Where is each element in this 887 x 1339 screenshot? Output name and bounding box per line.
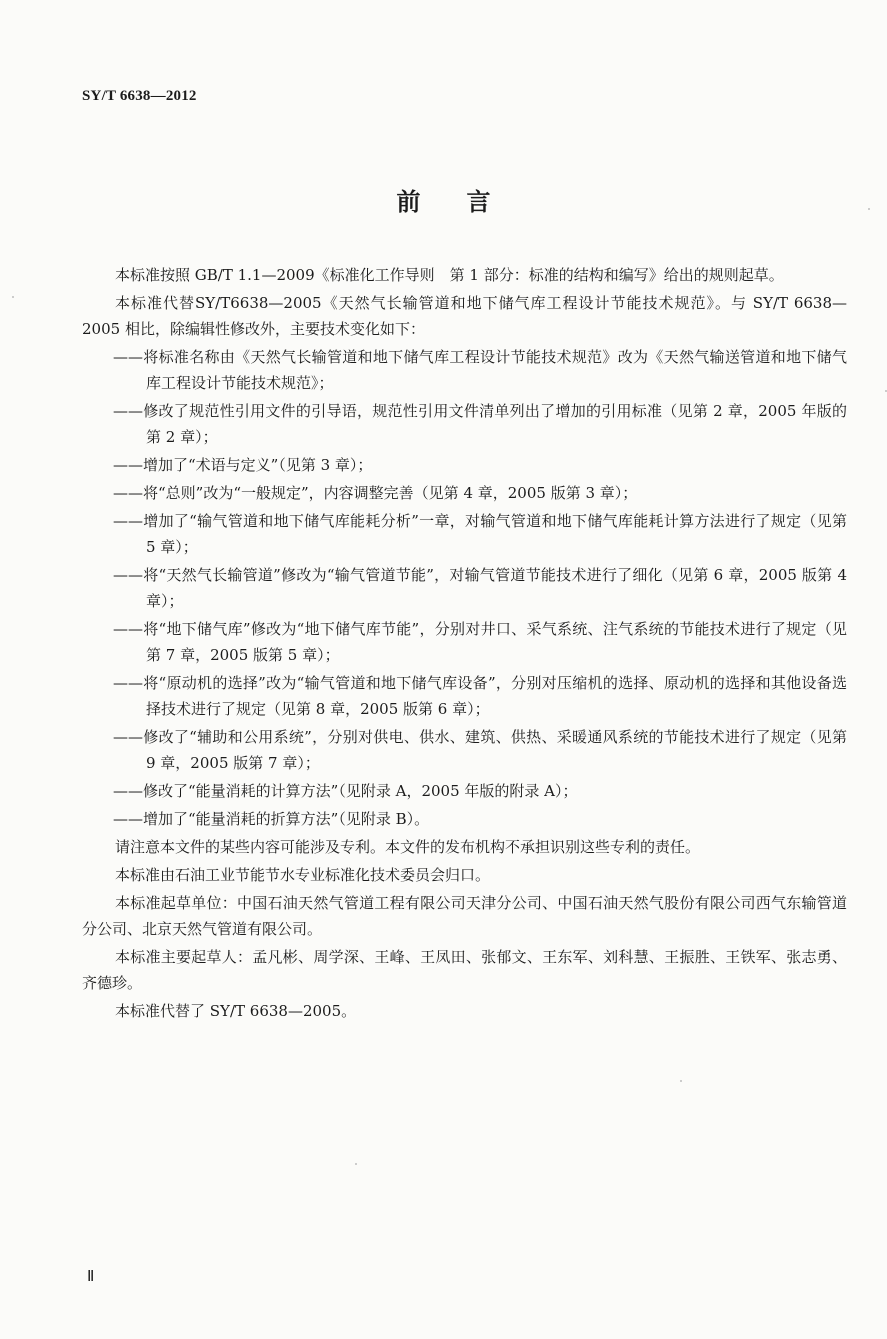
change-item: ——修改了“能量消耗的计算方法”（见附录 A，2005 年版的附录 A）； — [113, 782, 578, 800]
change-item: ——修改了规范性引用文件的引导语，规范性引用文件清单列出了增加的引用标准（见第 2 章，2005 年版的第 2 章）； — [113, 402, 847, 446]
paragraph: 本标准主要起草人：孟凡彬、周学深、王峰、王凤田、张郁文、王东军、刘科慧、王振胜、王铁军、张志勇、齐德珍。 — [82, 948, 847, 992]
page-title: 前言 — [396, 188, 537, 216]
document-body — [82, 262, 847, 1026]
paragraph: 请注意本文件的某些内容可能涉及专利。本文件的发布机构不承担识别这些专利的责任。 — [115, 838, 701, 856]
change-item: ——将“总则”改为“一般规定”，内容调整完善（见第 4 章，2005 版第 3 章）； — [113, 484, 638, 502]
scan-speck — [12, 296, 14, 298]
change-item: ——将“天然气长输管道”修改为“输气管道节能”，对输气管道节能技术进行了细化（见第 6 章，2005 版第 4 章）； — [113, 566, 847, 610]
paragraph: 本标准由石油工业节能节水专业标准化技术委员会归口。 — [115, 866, 491, 884]
change-item: ——将“地下储气库”修改为“地下储气库节能”，分别对井口、采气系统、注气系统的节能技术进行了规定（见第 7 章，2005 版第 5 章）； — [113, 620, 847, 664]
scan-speck — [868, 208, 870, 210]
paragraph: 本标准起草单位：中国石油天然气管道工程有限公司天津分公司、中国石油天然气股份有限公司西气东输管道分公司、北京天然气管道有限公司。 — [82, 894, 847, 938]
standard-code: SY/T 6638—2012 — [82, 88, 197, 104]
change-item: ——增加了“术语与定义”（见第 3 章）； — [113, 456, 373, 474]
change-item: ——将标准名称由《天然气长输管道和地下储气库工程设计节能技术规范》改为《天然气输送管道和地下储气库工程设计节能技术规范》； — [113, 348, 847, 392]
scan-speck — [680, 1080, 682, 1082]
change-item: ——增加了“输气管道和地下储气库能耗分析”一章，对输气管道和地下储气库能耗计算方法进行了规定（见第 5 章）； — [113, 512, 847, 556]
scan-speck — [355, 1163, 357, 1165]
paragraph: 本标准按照 GB/T 1.1—2009《标准化工作导则 第 1 部分：标准的结构和编写》给出的规则起草。 — [115, 266, 784, 284]
change-item: ——修改了“辅助和公用系统”，分别对供电、供水、建筑、供热、采暖通风系统的节能技术进行了规定（见第 9 章，2005 版第 7 章）； — [113, 728, 847, 772]
change-item: ——增加了“能量消耗的折算方法”（见附录 B）。 — [113, 810, 430, 828]
paragraph: 本标准代替了 SY/T 6638—2005。 — [115, 1002, 357, 1020]
change-item: ——将“原动机的选择”改为“输气管道和地下储气库设备”，分别对压缩机的选择、原动机的选择和其他设备选择技术进行了规定（见第 8 章，2005 版第 6 章）； — [113, 674, 847, 718]
paragraph: 本标准代替SY/T6638—2005《天然气长输管道和地下储气库工程设计节能技术规范》。与 SY/T 6638—2005 相比，除编辑性修改外，主要技术变化如下： — [82, 294, 847, 338]
page-number: Ⅱ — [87, 1269, 95, 1285]
